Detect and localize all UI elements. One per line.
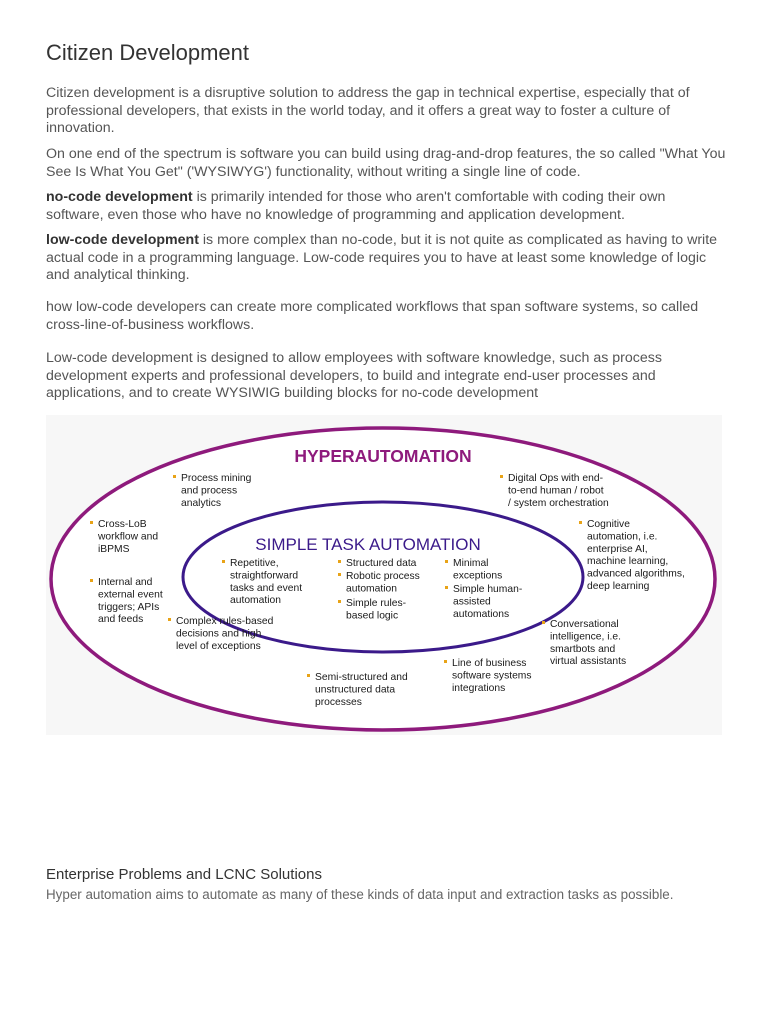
hyperautomation-item-line: machine learning, xyxy=(587,556,669,568)
simple-task-item-line: straightforward xyxy=(230,570,299,582)
bullet-icon xyxy=(542,621,545,624)
paragraph-no-code xyxy=(46,189,726,224)
hyperautomation-item-line: integrations xyxy=(452,682,506,694)
hyperautomation-item-line: processes xyxy=(315,696,362,708)
simple-task-item-line: based logic xyxy=(346,610,399,622)
hyperautomation-item-line: automation, i.e. xyxy=(587,531,658,543)
hyperautomation-item-line: software systems xyxy=(452,670,532,682)
hyperautomation-item-line: Digital Ops with end- xyxy=(508,473,603,484)
bullet-icon xyxy=(444,660,447,663)
hyperautomation-item-line: intelligence, i.e. xyxy=(550,631,621,643)
no-code-description: is primarily intended for those who aren't comfortable with coding their own software, even those who have no knowledge of programming and application development. xyxy=(46,189,666,223)
simple-task-item-2 xyxy=(338,558,417,569)
paragraph-low-code xyxy=(46,232,726,285)
bullet-icon xyxy=(500,475,503,478)
hyperautomation-item-line: Cross-LoB xyxy=(98,519,147,530)
bullet-icon xyxy=(338,573,341,576)
bullet-icon xyxy=(579,521,582,524)
bullet-icon xyxy=(338,600,341,603)
paragraph-workflows: how low-code developers can create more complicated workflows that span software systems, so called cross-line-of-business workflows. xyxy=(46,299,699,333)
hyperautomation-item-6 xyxy=(542,619,626,667)
hyperautomation-item-line: unstructured data xyxy=(315,684,396,696)
hyperautomation-item-line: advanced algorithms, xyxy=(587,568,685,580)
term-no-code: no-code development xyxy=(46,189,193,205)
simple-task-item-line: Robotic process xyxy=(346,571,420,582)
simple-task-item-line: Repetitive, xyxy=(230,558,279,569)
simple-task-automation-title: SIMPLE TASK AUTOMATION xyxy=(255,535,481,554)
simple-task-item-line: automation xyxy=(346,583,397,595)
simple-task-item-line: automation xyxy=(230,595,281,607)
hyperautomation-item-line: external event xyxy=(98,589,163,601)
hyperautomation-item-line: and process xyxy=(181,485,238,497)
hyperautomation-item-line: triggers; APIs xyxy=(98,601,160,613)
hyperautomation-item-line: workflow and xyxy=(98,531,159,543)
hyperautomation-item-line: enterprise AI, xyxy=(587,543,648,555)
bullet-icon xyxy=(445,560,448,563)
hyperautomation-item-line: Cognitive xyxy=(587,519,630,530)
bullet-icon xyxy=(90,579,93,582)
simple-task-item-line: Structured data xyxy=(346,558,417,569)
hyperautomation-item-line: Conversational xyxy=(550,619,619,630)
hyperautomation-item-line: Internal and xyxy=(98,577,153,588)
hyperautomation-item-line: deep learning xyxy=(587,581,650,592)
hyperautomation-item-line: and feeds xyxy=(98,614,144,626)
hyperautomation-item-line: Semi-structured and xyxy=(315,672,408,683)
section-heading: Enterprise Problems and LCNC Solutions xyxy=(46,866,322,883)
bullet-icon xyxy=(445,586,448,589)
paragraph-intro: Citizen development is a disruptive solution to address the gap in technical expertise, especially that of professional developers, that exists in the world today, and it offers a great way to foster a culture of innovation. xyxy=(46,85,690,136)
simple-task-item-line: exceptions xyxy=(453,570,503,582)
hyperautomation-item-line: level of exceptions xyxy=(176,640,261,652)
term-low-code: low-code development xyxy=(46,232,199,248)
hyperautomation-item-line: Complex rules-based xyxy=(176,616,274,627)
section-text: Hyper automation aims to automate as many of these kinds of data input and extraction tasks as possible. xyxy=(46,887,674,902)
simple-task-item-line: assisted xyxy=(453,596,491,608)
paragraph-low-code-design: Low-code development is designed to allow employees with software knowledge, such as process development experts and professional developers, to build and integrate end-user processes and applications, and to create WYSIWIG building blocks for no-code development xyxy=(46,350,662,401)
hyperautomation-item-7 xyxy=(168,616,274,652)
bullet-icon xyxy=(338,560,341,563)
simple-task-item-line: Simple human- xyxy=(453,584,523,595)
page-title: Citizen Development xyxy=(46,40,249,65)
bullet-icon xyxy=(307,674,310,677)
bullet-icon xyxy=(168,618,171,621)
hyperautomation-item-2 xyxy=(500,473,609,509)
simple-task-item-line: automations xyxy=(453,608,510,620)
hyperautomation-title: HYPERAUTOMATION xyxy=(294,446,472,466)
hyperautomation-item-line: decisions and high xyxy=(176,628,262,640)
simple-task-item-line: tasks and event xyxy=(230,582,303,594)
hyperautomation-item-line: iBPMS xyxy=(98,543,130,555)
hyperautomation-item-line: virtual assistants xyxy=(550,656,627,668)
simple-task-item-4 xyxy=(338,598,406,621)
bullet-icon xyxy=(173,475,176,478)
low-code-description: is more complex than no-code, but it is not quite as complicated as having to write actual code in a programming language. Low-code requires you to have at least some knowledge of logic and analytical thinking. xyxy=(46,232,718,283)
simple-task-item-line: Minimal xyxy=(453,558,489,569)
diagram-svg xyxy=(46,415,722,735)
hyperautomation-item-line: / system orchestration xyxy=(508,497,609,509)
hyperautomation-item-line: to-end human / robot xyxy=(508,485,604,497)
simple-task-item-line: Simple rules- xyxy=(346,598,407,609)
hyperautomation-item-line: Process mining xyxy=(181,473,252,484)
hyperautomation-diagram xyxy=(46,415,722,735)
hyperautomation-item-line: Line of business xyxy=(452,658,527,669)
bullet-icon xyxy=(222,560,225,563)
hyperautomation-item-line: analytics xyxy=(181,497,222,509)
bullet-icon xyxy=(90,521,93,524)
hyperautomation-item-line: smartbots and xyxy=(550,643,616,655)
paragraph-spectrum: On one end of the spectrum is software you can build using drag-and-drop features, the so called "What You See Is What You Get" ('WYSIWYG') functionality, without writing a single line of code. xyxy=(46,146,726,180)
